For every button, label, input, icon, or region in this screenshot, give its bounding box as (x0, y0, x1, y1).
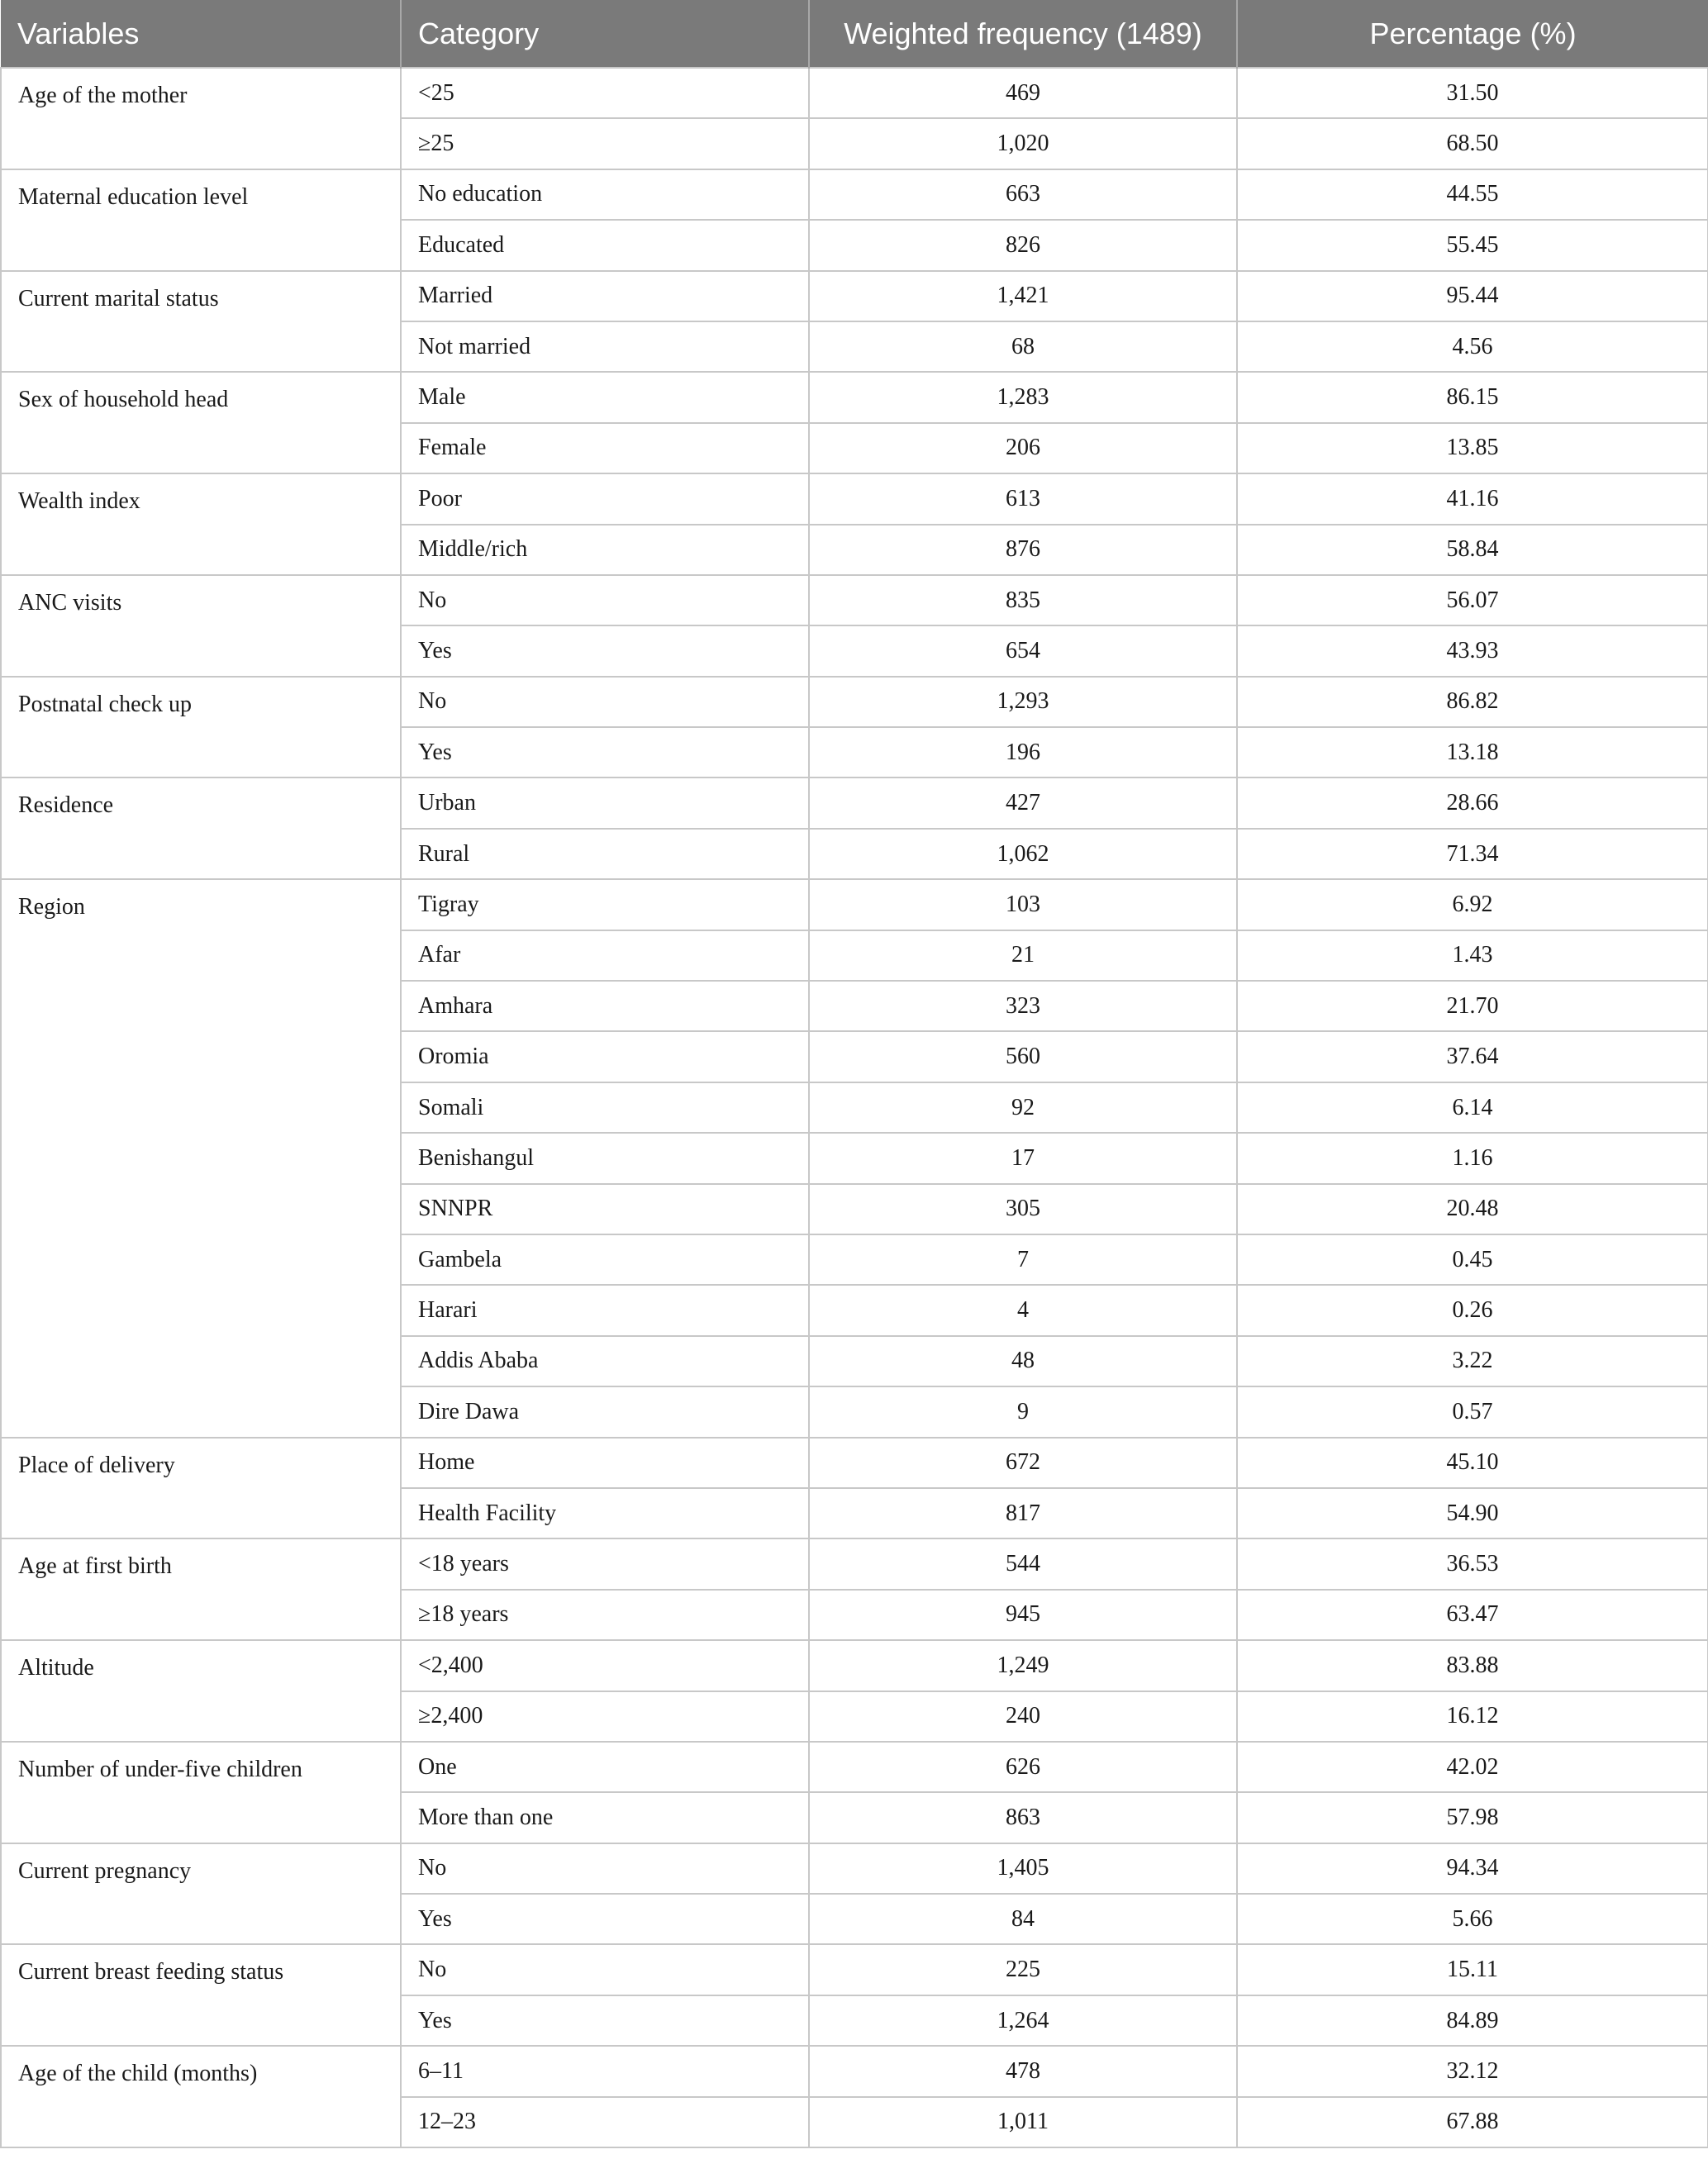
percentage-cell: 13.18 (1237, 727, 1708, 778)
header-percentage: Percentage (%) (1237, 0, 1708, 68)
frequency-cell: 672 (809, 1438, 1237, 1488)
variable-cell: Residence (1, 778, 401, 879)
variable-cell: ANC visits (1, 575, 401, 677)
table-row (1, 2046, 1708, 2096)
table-row (1, 1538, 1708, 1589)
frequency-cell: 1,293 (809, 677, 1237, 727)
category-cell: Female (401, 423, 809, 473)
percentage-cell: 6.14 (1237, 1082, 1708, 1133)
frequency-cell: 626 (809, 1742, 1237, 1792)
frequency-cell: 817 (809, 1488, 1237, 1538)
table-row (1, 778, 1708, 828)
frequency-cell: 1,405 (809, 1843, 1237, 1894)
frequency-cell: 469 (809, 68, 1237, 118)
frequency-cell: 9 (809, 1386, 1237, 1437)
frequency-cell: 323 (809, 981, 1237, 1031)
variable-cell: Sex of household head (1, 372, 401, 473)
frequency-cell: 478 (809, 2046, 1237, 2096)
category-cell: SNNPR (401, 1184, 809, 1234)
percentage-cell: 84.89 (1237, 1995, 1708, 2046)
percentage-cell: 42.02 (1237, 1742, 1708, 1792)
category-cell: Married (401, 271, 809, 321)
category-cell: Middle/rich (401, 525, 809, 575)
percentage-cell: 15.11 (1237, 1944, 1708, 1995)
category-cell: No (401, 575, 809, 625)
category-cell: 6–11 (401, 2046, 809, 2096)
category-cell: ≥18 years (401, 1590, 809, 1640)
percentage-cell: 45.10 (1237, 1438, 1708, 1488)
frequency-cell: 560 (809, 1031, 1237, 1082)
table-row (1, 473, 1708, 524)
percentage-cell: 28.66 (1237, 778, 1708, 828)
frequency-cell: 7 (809, 1234, 1237, 1285)
category-cell: No (401, 1843, 809, 1894)
percentage-cell: 5.66 (1237, 1894, 1708, 1944)
frequency-cell: 21 (809, 930, 1237, 981)
frequency-cell: 544 (809, 1538, 1237, 1589)
category-cell: Poor (401, 473, 809, 524)
percentage-cell: 63.47 (1237, 1590, 1708, 1640)
percentage-cell: 31.50 (1237, 68, 1708, 118)
header-category: Category (401, 0, 809, 68)
frequency-cell: 206 (809, 423, 1237, 473)
frequency-cell: 1,283 (809, 372, 1237, 422)
variable-cell: Current marital status (1, 271, 401, 373)
frequency-cell: 240 (809, 1691, 1237, 1742)
percentage-cell: 54.90 (1237, 1488, 1708, 1538)
percentage-cell: 86.82 (1237, 677, 1708, 727)
frequency-cell: 835 (809, 575, 1237, 625)
variable-cell: Age of the child (months) (1, 2046, 401, 2147)
frequency-cell: 863 (809, 1792, 1237, 1843)
table-row (1, 1944, 1708, 1995)
percentage-cell: 56.07 (1237, 575, 1708, 625)
variable-cell: Altitude (1, 1640, 401, 1742)
category-cell: Urban (401, 778, 809, 828)
frequency-cell: 663 (809, 169, 1237, 220)
header-variables: Variables (1, 0, 401, 68)
percentage-cell: 6.92 (1237, 879, 1708, 930)
category-cell: Rural (401, 829, 809, 879)
table-body (1, 68, 1708, 2147)
percentage-cell: 37.64 (1237, 1031, 1708, 1082)
table-row (1, 879, 1708, 930)
frequency-cell: 945 (809, 1590, 1237, 1640)
percentage-cell: 13.85 (1237, 423, 1708, 473)
table-row (1, 169, 1708, 220)
category-cell: Tigray (401, 879, 809, 930)
frequency-cell: 17 (809, 1133, 1237, 1183)
variable-cell: Region (1, 879, 401, 1437)
frequency-cell: 876 (809, 525, 1237, 575)
percentage-cell: 41.16 (1237, 473, 1708, 524)
percentage-cell: 1.16 (1237, 1133, 1708, 1183)
category-cell: Amhara (401, 981, 809, 1031)
variable-cell: Age at first birth (1, 1538, 401, 1640)
category-cell: Dire Dawa (401, 1386, 809, 1437)
table-row (1, 575, 1708, 625)
header-weighted-frequency: Weighted frequency (1489) (809, 0, 1237, 68)
frequency-cell: 84 (809, 1894, 1237, 1944)
variable-cell: Place of delivery (1, 1438, 401, 1539)
category-cell: Oromia (401, 1031, 809, 1082)
percentage-cell: 71.34 (1237, 829, 1708, 879)
category-cell: 12–23 (401, 2097, 809, 2147)
variable-cell: Age of the mother (1, 68, 401, 169)
percentage-cell: 44.55 (1237, 169, 1708, 220)
category-cell: No education (401, 169, 809, 220)
frequency-cell: 1,421 (809, 271, 1237, 321)
table-row (1, 1742, 1708, 1792)
percentage-cell: 0.45 (1237, 1234, 1708, 1285)
category-cell: Yes (401, 625, 809, 676)
category-cell: Addis Ababa (401, 1336, 809, 1386)
percentage-cell: 16.12 (1237, 1691, 1708, 1742)
category-cell: <18 years (401, 1538, 809, 1589)
percentage-cell: 0.26 (1237, 1285, 1708, 1335)
frequency-cell: 68 (809, 321, 1237, 372)
variable-cell: Current breast feeding status (1, 1944, 401, 2046)
frequency-cell: 613 (809, 473, 1237, 524)
frequency-cell: 305 (809, 1184, 1237, 1234)
percentage-cell: 94.34 (1237, 1843, 1708, 1894)
table-row (1, 271, 1708, 321)
frequency-cell: 1,264 (809, 1995, 1237, 2046)
frequency-cell: 196 (809, 727, 1237, 778)
percentage-cell: 83.88 (1237, 1640, 1708, 1691)
variable-cell: Current pregnancy (1, 1843, 401, 1945)
frequency-cell: 1,020 (809, 118, 1237, 169)
table-row (1, 1843, 1708, 1894)
category-cell: Yes (401, 727, 809, 778)
percentage-cell: 4.56 (1237, 321, 1708, 372)
percentage-cell: 86.15 (1237, 372, 1708, 422)
percentage-cell: 67.88 (1237, 2097, 1708, 2147)
percentage-cell: 36.53 (1237, 1538, 1708, 1589)
variable-cell: Wealth index (1, 473, 401, 575)
table-row (1, 1640, 1708, 1691)
category-cell: Somali (401, 1082, 809, 1133)
frequency-cell: 1,249 (809, 1640, 1237, 1691)
frequency-cell: 1,062 (809, 829, 1237, 879)
percentage-cell: 1.43 (1237, 930, 1708, 981)
percentage-cell: 32.12 (1237, 2046, 1708, 2096)
frequency-cell: 654 (809, 625, 1237, 676)
category-cell: ≥25 (401, 118, 809, 169)
category-cell: <2,400 (401, 1640, 809, 1691)
category-cell: Male (401, 372, 809, 422)
percentage-cell: 21.70 (1237, 981, 1708, 1031)
header-row (1, 0, 1708, 68)
percentage-cell: 55.45 (1237, 220, 1708, 270)
percentage-cell: 0.57 (1237, 1386, 1708, 1437)
table-row (1, 372, 1708, 422)
category-cell: More than one (401, 1792, 809, 1843)
category-cell: Gambela (401, 1234, 809, 1285)
frequency-cell: 826 (809, 220, 1237, 270)
variable-cell: Number of under-five children (1, 1742, 401, 1843)
category-cell: Not married (401, 321, 809, 372)
category-cell: One (401, 1742, 809, 1792)
percentage-cell: 43.93 (1237, 625, 1708, 676)
frequency-cell: 225 (809, 1944, 1237, 1995)
category-cell: No (401, 677, 809, 727)
percentage-cell: 3.22 (1237, 1336, 1708, 1386)
category-cell: Yes (401, 1894, 809, 1944)
table-row (1, 1438, 1708, 1488)
percentage-cell: 20.48 (1237, 1184, 1708, 1234)
category-cell: Yes (401, 1995, 809, 2046)
category-cell: Health Facility (401, 1488, 809, 1538)
percentage-cell: 58.84 (1237, 525, 1708, 575)
category-cell: Home (401, 1438, 809, 1488)
table-row (1, 68, 1708, 118)
category-cell: Educated (401, 220, 809, 270)
category-cell: Harari (401, 1285, 809, 1335)
variable-cell: Postnatal check up (1, 677, 401, 778)
table-row (1, 677, 1708, 727)
percentage-cell: 68.50 (1237, 118, 1708, 169)
category-cell: <25 (401, 68, 809, 118)
variable-cell: Maternal education level (1, 169, 401, 271)
percentage-cell: 95.44 (1237, 271, 1708, 321)
frequency-cell: 1,011 (809, 2097, 1237, 2147)
frequency-cell: 103 (809, 879, 1237, 930)
frequency-cell: 92 (809, 1082, 1237, 1133)
category-cell: Benishangul (401, 1133, 809, 1183)
category-cell: Afar (401, 930, 809, 981)
category-cell: ≥2,400 (401, 1691, 809, 1742)
category-cell: No (401, 1944, 809, 1995)
frequency-cell: 4 (809, 1285, 1237, 1335)
frequency-cell: 48 (809, 1336, 1237, 1386)
frequency-cell: 427 (809, 778, 1237, 828)
percentage-cell: 57.98 (1237, 1792, 1708, 1843)
